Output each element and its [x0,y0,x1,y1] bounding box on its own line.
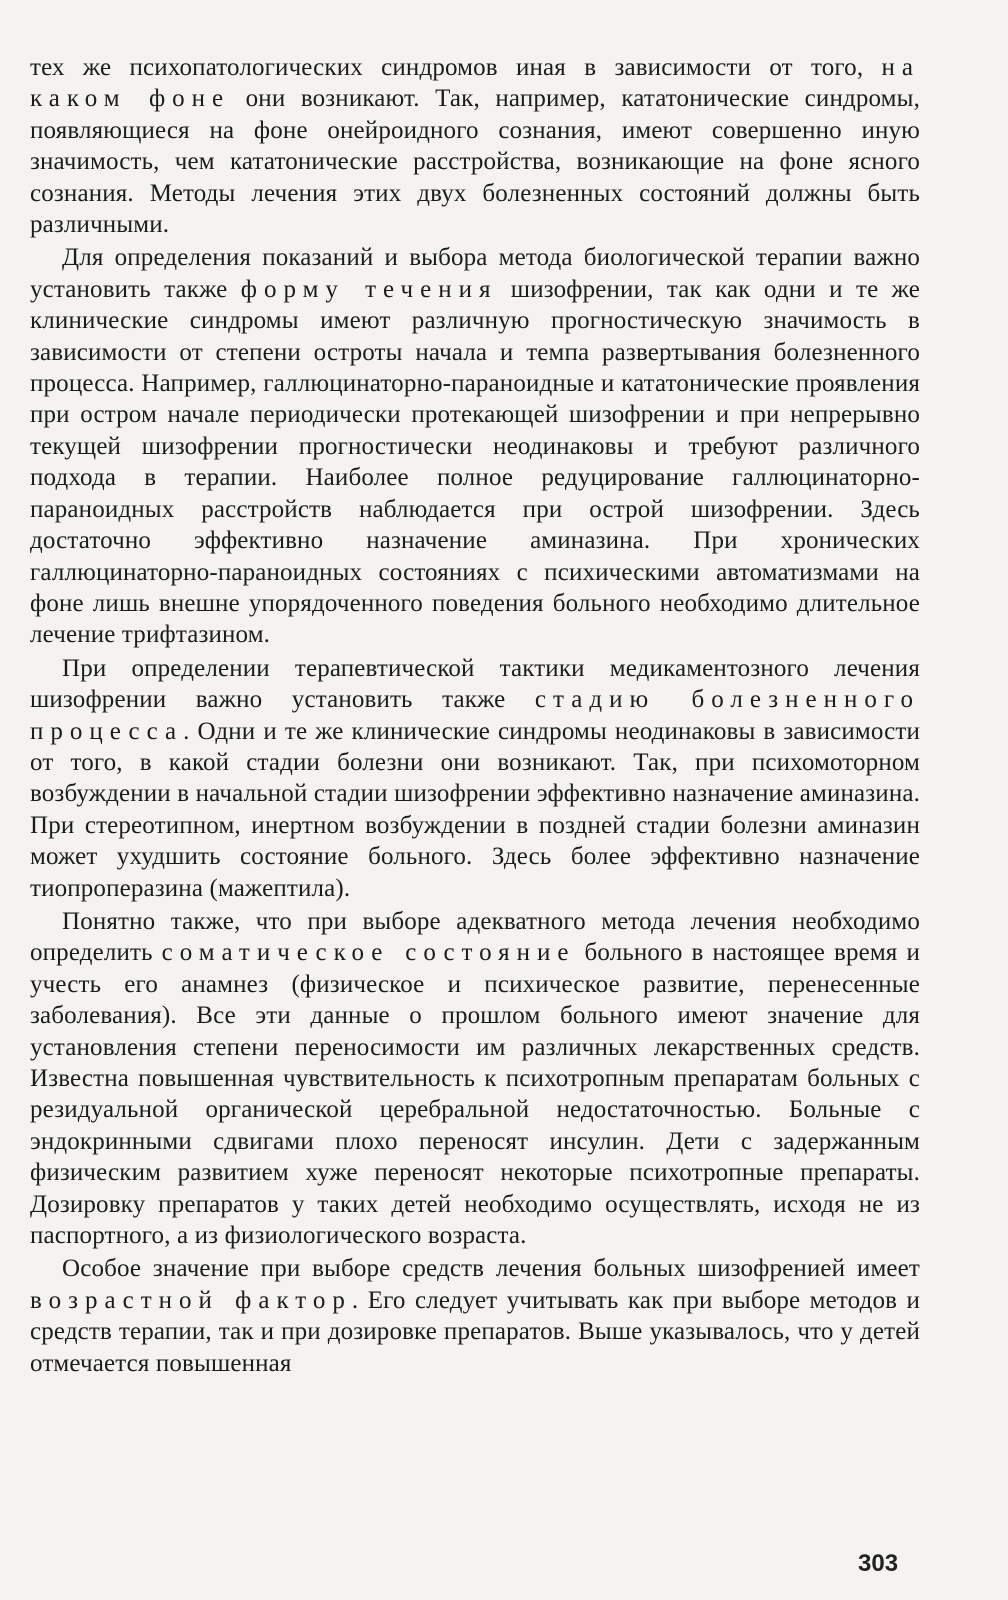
text-run: Особое значение при выборе средств лечения больных шизофренией имеет [62,1255,920,1283]
text-run: Для определения показаний и выбора метода биологической терапии важно установить также [30,244,920,303]
paragraph-4 [30,906,920,1251]
page-body [30,52,920,1532]
spaced-emphasis: форму течения [240,275,498,303]
paragraph-3 [30,653,920,904]
paragraph-2 [30,242,920,650]
text-run: больного в настоящее время и учесть его анамнез (физическое и психическое развитие, перенесенные заболевания). Все эти данные о прошлом больного имеют значение для установления степени переносимости им различных лекарственных средств. Известна повышенная чувствительность к психотропным препаратам больных с резидуальной органической церебральной недостаточностью. Больные с эндокринными сдвигами плохо переносят инсулин. Дети с задержанным физическим развитием хуже переносят некоторые психотропные препараты. Дозировку препаратов у таких детей необходимо осуществлять, исходя не из паспортного, а из физиологического возраста. [30,939,920,1250]
text-run: . Одни и те же клинические синдромы неодинаковы в зависимости от того, в какой стадии болезни они возникают. Так, при психомоторном возбуждении в начальной стадии шизофрении эффективно назначение аминазина. При стереотипном, инертном возбуждении в поздней стадии болезни аминазин может ухудшить состояние больного. Здесь более эффективно назначение тиопроперазина (мажептила). [30,717,920,902]
text-run: Понятно также, что при выборе адекватного метода лечения необходимо определить [30,907,920,967]
text-run: При определении терапевтической тактики медикаментозного лечения шизофрении важно установить также [30,654,920,714]
text-run: тех же психопатологических синдромов иная в зависимости от того, [30,54,882,81]
text-run: они возникают. Так, например, кататонические синдромы, появляющиеся на фоне онейроидного сознания, имеют совершенно иную значимость, чем кататонические расстройства, возникающие на фоне ясного сознания. Методы лечения этих двух болезненных состояний должны быть различными. [30,85,920,239]
text-run: шизофрении, так как одни и те же клинические синдромы имеют различную прогностическую значимость в зависимости от степени остроты начала и темпа развертывания болезненного процесса. Например, галлюцинаторно-параноидные и кататонические проявления при остром начале периодически протекающей шизофрении и при непрерывно текущей шизофрении прогностически неодинаковы и требуют различного подхода в терапии. Наиболее полное редуцирование галлюцинаторно-параноидных расстройств наблюдается при острой шизофрении. Здесь достаточно эффективно назначение аминазина. При хронических галлюцинаторно-параноидных состояниях с психическими автоматизмами на фоне лишь внешне упорядоченного поведения больного необходимо длительное лечение трифтазином. [30,275,921,649]
spaced-emphasis: стадию болезненного процесса [30,686,920,745]
text-run: . Его следует учитывать как при выборе методов и средств терапии, так и при дозировке препаратов. Выше указывалось, что у детей отмечается повышенная [30,1286,921,1377]
paragraph-5 [30,1253,920,1379]
page-number: 303 [858,1550,899,1577]
spaced-emphasis: на каком фоне [30,54,920,113]
paragraph-1 [30,52,920,240]
spaced-emphasis: возрастной фактор [30,1286,352,1314]
spaced-emphasis: соматическое состояние [161,939,576,967]
